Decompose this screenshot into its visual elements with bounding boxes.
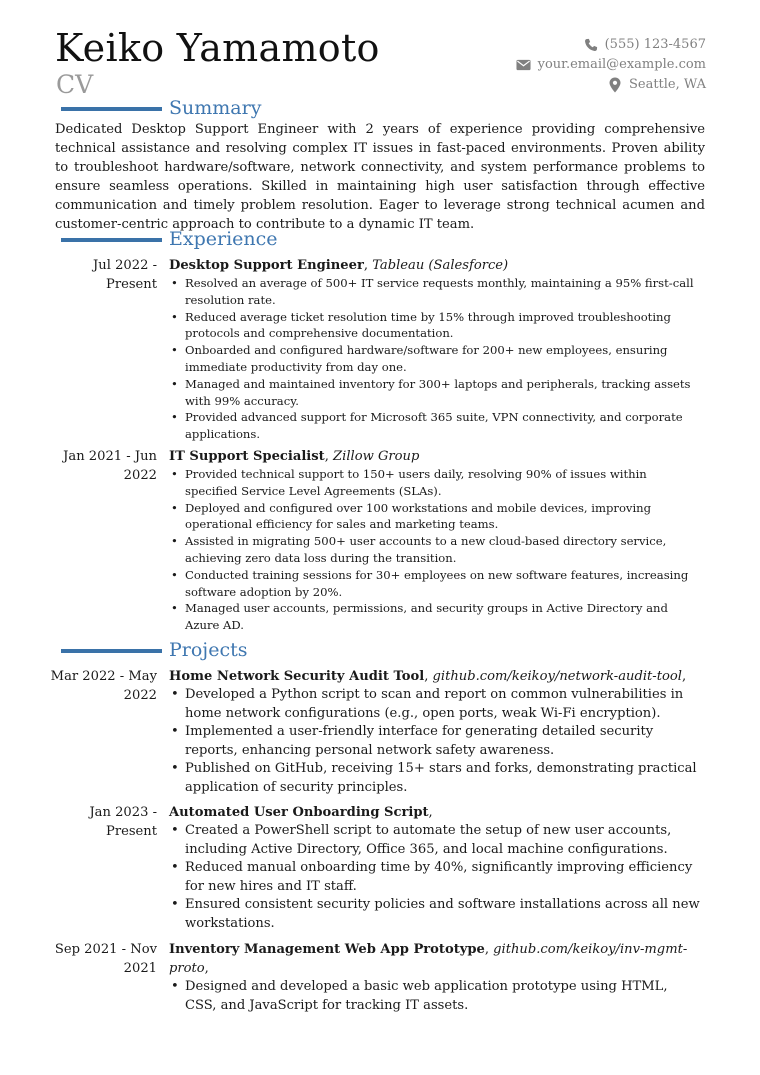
entry-date: Jan 2023 - Present <box>89 805 157 839</box>
bullet-list <box>169 466 701 634</box>
bullet-item: • Provided advanced support for Microsoft 365 suite, VPN connectivity, and corporate applications. <box>169 409 701 443</box>
employer: Tableau (Salesforce) <box>372 258 509 273</box>
entry-heading: Desktop Support Engineer, Tableau (Salesforce) <box>169 258 509 273</box>
bullet-item: • Published on GitHub, receiving 15+ stars and forks, demonstrating practical application of security principles. <box>169 760 701 797</box>
bullet-item: • Managed user accounts, permissions, and security groups in Active Directory and Azure AD. <box>169 600 701 634</box>
employer: Zillow Group <box>333 449 420 464</box>
map-pin-icon <box>607 77 623 93</box>
entry-body <box>169 803 701 934</box>
entry-body <box>169 256 701 443</box>
contact-phone-row <box>516 35 706 54</box>
section-summary-heading <box>0 98 760 122</box>
section-rule <box>61 649 162 653</box>
job-title: IT Support Specialist <box>169 449 325 464</box>
project-title: Home Network Security Audit Tool <box>169 669 425 684</box>
bullet-item: • Onboarded and configured hardware/software for 200+ new employees, ensuring immediate productivity from day one. <box>169 342 701 376</box>
bullet-list <box>169 275 701 443</box>
bullet-item: • Reduced average ticket resolution time by 15% through improved troubleshooting protocols and comprehensive documentation. <box>169 309 701 343</box>
candidate-name: Keiko Yamamoto <box>55 26 380 70</box>
project-link[interactable]: github.com/keikoy/inv-mgmt-proto <box>169 942 688 976</box>
entry-date: Jan 2021 - Jun 2022 <box>63 449 157 483</box>
bullet-item: • Implemented a user-friendly interface for generating detailed security reports, enhancing personal network safety awareness. <box>169 723 701 760</box>
bullet-item: • Created a PowerShell script to automate the setup of new user accounts, including Active Directory, Office 365, and local machine configurations. <box>169 822 701 859</box>
entry-date: Jul 2022 - Present <box>93 258 157 292</box>
bullet-item: • Reduced manual onboarding time by 40%, significantly improving efficiency for new hires and IT staff. <box>169 859 701 896</box>
section-projects-heading <box>0 640 760 664</box>
entry-body <box>169 447 701 634</box>
bullet-list <box>169 822 701 934</box>
phone-icon <box>583 37 599 53</box>
contact-email[interactable]: your.email@example.com <box>537 57 706 72</box>
entry-date: Mar 2022 - May 2022 <box>50 669 157 703</box>
bullet-item: • Deployed and configured over 100 workstations and mobile devices, improving operational efficiency for sales and marketing teams. <box>169 500 701 534</box>
bullet-item: • Assisted in migrating 500+ user accounts to a new cloud-based directory service, achieving zero data loss during the transition. <box>169 533 701 567</box>
project-title: Inventory Management Web App Prototype <box>169 942 485 957</box>
entry-heading: IT Support Specialist, Zillow Group <box>169 449 420 464</box>
summary-text: Dedicated Desktop Support Engineer with 2 years of experience providing comprehensive technical assistance and resolving complex IT issues in fast-paced environments. Proven ability to troubleshoot hardware/software, network connectivity, and system performance problems to ensure seamless operations. Skilled in maintaining high user satisfaction through effective communication and timely problem resolution. Eager to leverage strong technical acumen and customer-centric approach to contribute to a dynamic IT team. <box>55 122 705 232</box>
bullet-item: • Designed and developed a basic web application prototype using HTML, CSS, and JavaScript for tracking IT assets. <box>169 978 701 1015</box>
entry-heading: Inventory Management Web App Prototype, github.com/keikoy/inv-mgmt-proto, <box>169 942 688 976</box>
bullet-item: • Provided technical support to 150+ users daily, resolving 90% of issues within specified Service Level Agreements (SLAs). <box>169 466 701 500</box>
envelope-icon <box>516 57 532 73</box>
bullet-item: • Resolved an average of 500+ IT service requests monthly, maintaining a 95% first-call resolution rate. <box>169 275 701 309</box>
project-link[interactable]: github.com/keikoy/network-audit-tool <box>432 669 682 684</box>
section-rule <box>61 238 162 242</box>
section-rule <box>61 107 162 111</box>
entry-heading: Automated User Onboarding Script, <box>169 805 433 820</box>
section-title: Projects <box>169 639 248 661</box>
bullet-list <box>169 978 701 1015</box>
contact-location-row <box>516 75 706 94</box>
document-label: CV <box>56 70 94 99</box>
entry-date: Sep 2021 - Nov 2021 <box>54 942 157 976</box>
entry-heading: Home Network Security Audit Tool, github.com/keikoy/network-audit-tool, <box>169 669 687 684</box>
contact-block <box>516 35 706 94</box>
project-title: Automated User Onboarding Script <box>169 805 429 820</box>
contact-phone[interactable]: (555) 123-4567 <box>604 37 706 52</box>
contact-email-row <box>516 55 706 74</box>
section-experience-heading <box>0 229 760 253</box>
entry-body <box>169 667 701 798</box>
entry-body <box>169 940 701 1015</box>
section-title: Experience <box>169 228 278 250</box>
bullet-item: • Developed a Python script to scan and report on common vulnerabilities in home network configurations (e.g., open ports, weak Wi-Fi encryption). <box>169 686 701 723</box>
job-title: Desktop Support Engineer <box>169 258 364 273</box>
bullet-item: • Managed and maintained inventory for 300+ laptops and peripherals, tracking assets with 99% accuracy. <box>169 376 701 410</box>
bullet-item: • Conducted training sessions for 30+ employees on new software features, increasing software adoption by 20%. <box>169 567 701 601</box>
section-title: Summary <box>169 97 262 119</box>
bullet-item: • Ensured consistent security policies and software installations across all new workstations. <box>169 896 701 933</box>
bullet-list <box>169 686 701 798</box>
contact-location: Seattle, WA <box>628 77 706 92</box>
